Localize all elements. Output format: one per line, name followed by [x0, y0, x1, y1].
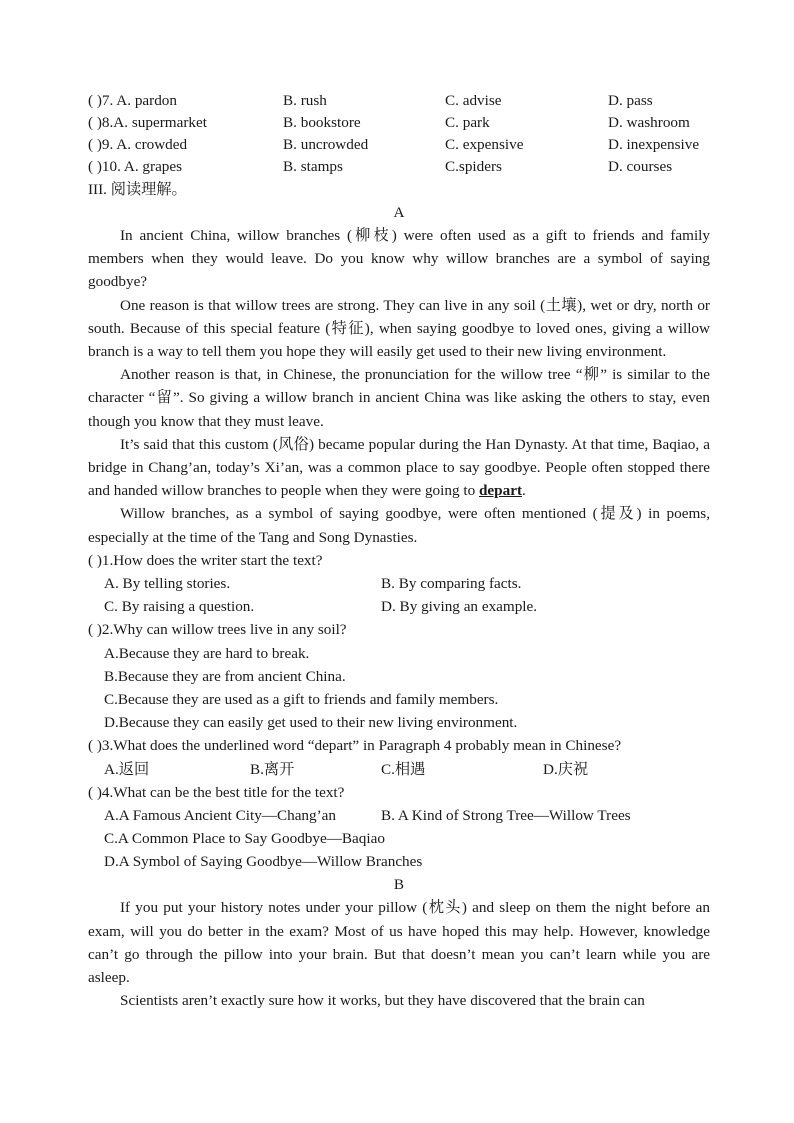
underlined-word: depart [478, 482, 522, 500]
passage-a-paragraph [88, 433, 710, 503]
passage-a-label: A [393, 204, 405, 221]
option-d: D. By giving an example. [381, 598, 538, 616]
option-c: C. expensive [445, 136, 524, 153]
option-a: A.Because they are hard to break. [104, 644, 310, 662]
option-row [88, 595, 710, 618]
option-c: C.相遇 [381, 760, 426, 778]
passage-b-paragraph: If you put your history notes under your pillow (枕头) and sleep on them the night before an exam, will you do better in the exam? Most of us have hoped this may help. However, knowledge can’t go through the pillow into your brain. But that doesn’t mean you can’t learn while you are asleep. [88, 899, 710, 987]
question-4 [88, 781, 710, 874]
option-d: D. washroom [608, 114, 690, 131]
passage-a-paragraph: Willow branches, as a symbol of saying goodbye, were often mentioned (提及) in poems, especially at the time of the Tang and Song Dynasties. [88, 505, 710, 546]
option-b: B. stamps [283, 158, 343, 175]
question-stem: ( )4.What can be the best title for the text? [88, 783, 345, 801]
option-d: D.A Symbol of Saying Goodbye—Willow Branches [104, 853, 423, 871]
option-c: C.A Common Place to Say Goodbye—Baqiao [104, 830, 385, 848]
option-c: C.Because they are used as a gift to friends and family members. [104, 690, 499, 708]
passage-a-paragraph: Another reason is that, in Chinese, the pronunciation for the willow tree “柳” is similar to the character “留”. So giving a willow branch in ancient China was like asking the others to stay, even though you know that they must leave. [88, 366, 710, 430]
passage-a-paragraph: In ancient China, willow branches (柳枝) were often used as a gift to friends and family members when they would leave. Do you know why willow branches are a symbol of saying goodbye? [88, 227, 710, 291]
passage-a-paragraph: One reason is that willow trees are strong. They can live in any soil (土壤), wet or dry, north or south. Because of this special feature (特征), when saying goodbye to loved ones, giving a willow branch is a way to tell them you hope they will easily get used to their new living environment. [88, 296, 710, 361]
vocab-row [88, 112, 710, 134]
paragraph-end: . [522, 482, 526, 500]
option-d: D.Because they can easily get used to their new living environment. [104, 714, 518, 732]
option-row [88, 804, 710, 827]
vocab-section [88, 90, 710, 178]
option-c: C. By raising a question. [104, 598, 255, 616]
question-number: ( )8.A. supermarket [88, 114, 207, 131]
option-a: A. By telling stories. [104, 575, 231, 593]
question-stem: ( )1.How does the writer start the text? [88, 551, 323, 569]
question-number: ( )10. A. grapes [88, 158, 183, 175]
question-number: ( )7. A. pardon [88, 92, 177, 109]
passage-b-label: B [393, 876, 405, 894]
question-1 [88, 549, 710, 619]
passage-b-paragraph: Scientists aren’t exactly sure how it works, but they have discovered that the brain can [120, 992, 645, 1010]
option-c: C. advise [445, 92, 502, 109]
option-b: B.离开 [250, 760, 295, 778]
paragraph-text: It’s said that this custom (风俗) became popular during the Han Dynasty. At that time, Baqiao, a bridge in Chang’an, today’s Xi’an, was a common place to say goodbye. People often stopped there and handed willow branches to people when they were going to [88, 435, 710, 500]
option-b: B. uncrowded [283, 136, 369, 153]
option-d: D.庆祝 [543, 760, 589, 778]
question-3 [88, 734, 710, 780]
option-row [88, 572, 710, 595]
option-c: C. park [445, 114, 490, 131]
option-row [88, 758, 710, 781]
exam-page [88, 90, 710, 1012]
option-b: B. bookstore [283, 114, 361, 131]
option-b: B.Because they are from ancient China. [104, 667, 346, 685]
section-title: III. 阅读理解。 [88, 181, 187, 198]
option-a: A.A Famous Ancient City—Chang’an [104, 806, 337, 824]
option-b: B. rush [283, 92, 327, 109]
option-d: D. pass [608, 92, 653, 109]
vocab-row [88, 156, 710, 178]
option-a: A.返回 [104, 760, 150, 778]
vocab-row [88, 90, 710, 112]
option-b: B. By comparing facts. [381, 575, 522, 593]
question-2 [88, 618, 710, 734]
question-stem: ( )2.Why can willow trees live in any soil? [88, 621, 347, 639]
option-c: C.spiders [445, 158, 502, 175]
vocab-row [88, 134, 710, 156]
question-stem: ( )3.What does the underlined word “depart” in Paragraph 4 probably mean in Chinese? [88, 737, 622, 755]
option-b: B. A Kind of Strong Tree—Willow Trees [381, 806, 631, 824]
question-number: ( )9. A. crowded [88, 136, 188, 153]
option-d: D. inexpensive [608, 136, 700, 153]
option-d: D. courses [608, 158, 673, 175]
